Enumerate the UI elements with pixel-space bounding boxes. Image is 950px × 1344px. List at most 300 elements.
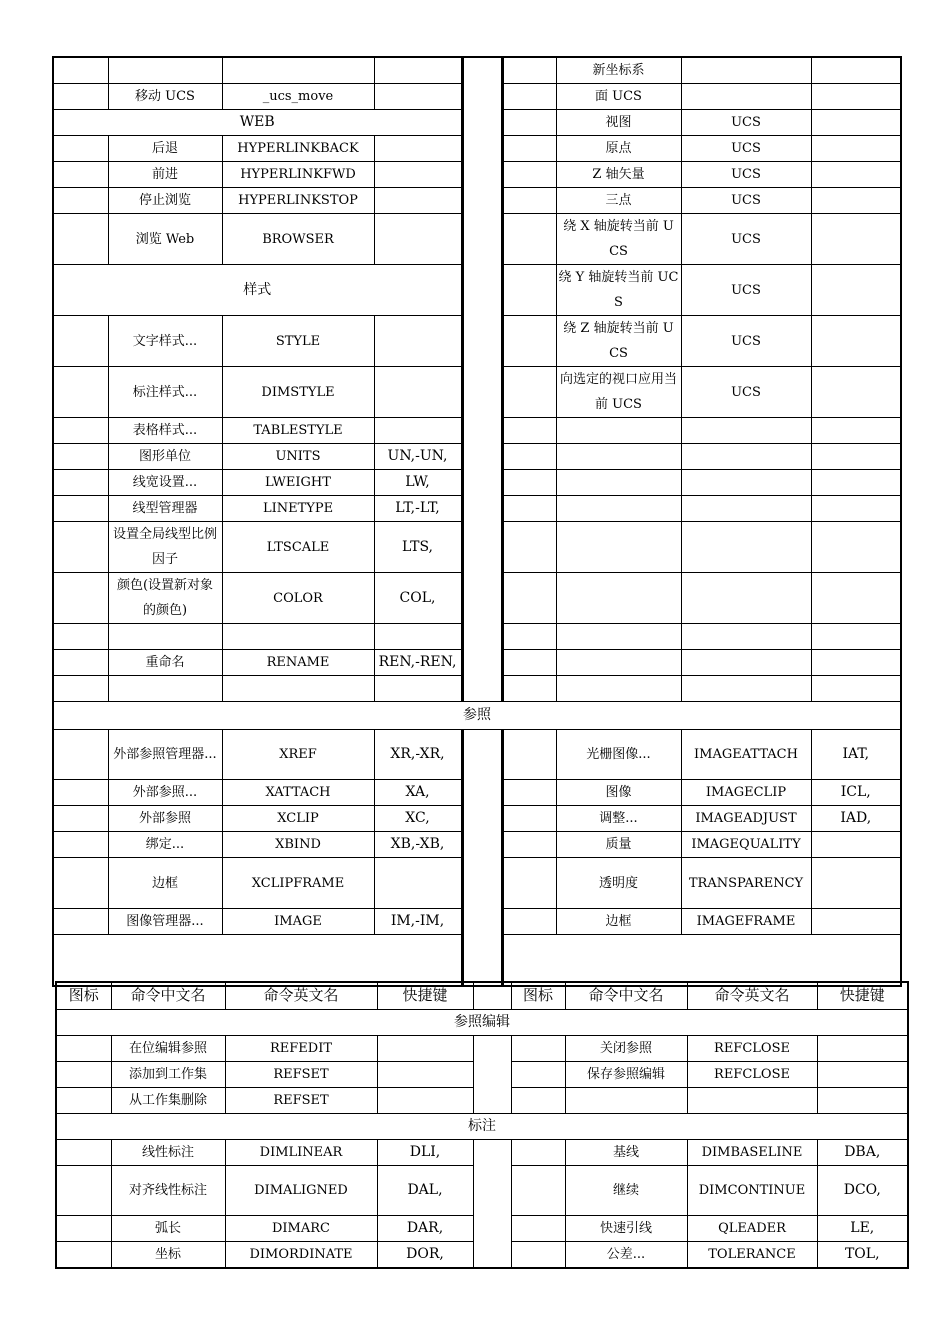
shortcut-cell — [377, 1087, 473, 1113]
table-row — [53, 780, 901, 806]
table-row — [53, 676, 901, 702]
shortcut-cell: ICL, — [811, 780, 901, 806]
en-name-cell: TRANSPARENCY — [681, 858, 811, 909]
table-row — [53, 110, 901, 136]
icon-cell — [511, 1241, 565, 1268]
cn-name-cell — [556, 444, 681, 470]
header-shortcut: 快捷键 — [817, 982, 908, 1009]
column-spacer — [462, 676, 502, 702]
column-spacer — [462, 214, 502, 265]
table-row — [53, 909, 901, 935]
command-table-bottom — [55, 981, 909, 1269]
cn-name-cell: 外部参照管理器... — [108, 730, 222, 780]
shortcut-cell: COL, — [374, 573, 462, 624]
table-row — [53, 444, 901, 470]
icon-cell — [53, 444, 108, 470]
icon-cell — [53, 780, 108, 806]
en-name-cell: HYPERLINKSTOP — [222, 188, 374, 214]
cn-name-cell: 光栅图像... — [556, 730, 681, 780]
icon-cell — [53, 573, 108, 624]
shortcut-cell — [811, 418, 901, 444]
cn-name-cell: 原点 — [556, 136, 681, 162]
icon-cell — [53, 214, 108, 265]
cn-name-cell: 后退 — [108, 136, 222, 162]
icon-cell — [56, 1139, 111, 1165]
cn-name-cell: 前进 — [108, 162, 222, 188]
en-name-cell: UCS — [681, 162, 811, 188]
table-row — [56, 1241, 908, 1268]
cn-name-cell: 边框 — [556, 909, 681, 935]
icon-cell — [56, 1035, 111, 1061]
icon-cell — [511, 1087, 565, 1113]
icon-cell — [53, 522, 108, 573]
shortcut-cell — [374, 367, 462, 418]
column-spacer — [462, 909, 502, 935]
shortcut-cell — [374, 188, 462, 214]
icon-cell — [502, 162, 556, 188]
column-spacer — [462, 496, 502, 522]
icon-cell — [502, 806, 556, 832]
cn-name-cell: 视图 — [556, 110, 681, 136]
cn-name-cell: 三点 — [556, 188, 681, 214]
cn-name-cell: 表格样式... — [108, 418, 222, 444]
shortcut-cell: IM,-IM, — [374, 909, 462, 935]
table-row — [56, 1139, 908, 1165]
cn-name-cell: 关闭参照 — [565, 1035, 687, 1061]
en-name-cell — [681, 57, 811, 84]
command-table-top — [52, 56, 902, 987]
table-row — [53, 162, 901, 188]
en-name-cell: XCLIPFRAME — [222, 858, 374, 909]
icon-cell — [511, 1139, 565, 1165]
en-name-cell: DIMALIGNED — [225, 1165, 377, 1215]
en-name-cell — [681, 676, 811, 702]
table-row — [53, 858, 901, 909]
table-row — [53, 730, 901, 780]
table-row — [53, 57, 901, 84]
table-row — [56, 1113, 908, 1139]
en-name-cell — [681, 418, 811, 444]
section-heading: 参照 — [53, 702, 901, 730]
icon-cell — [502, 367, 556, 418]
icon-cell — [502, 858, 556, 909]
section-heading: WEB — [53, 110, 462, 136]
cn-name-cell: 弧长 — [111, 1215, 225, 1241]
en-name-cell — [681, 522, 811, 573]
en-name-cell — [687, 1087, 817, 1113]
column-spacer — [462, 573, 502, 624]
icon-cell — [53, 832, 108, 858]
cn-name-cell — [556, 676, 681, 702]
shortcut-cell — [374, 57, 462, 84]
cn-name-cell: 坐标 — [111, 1241, 225, 1268]
en-name-cell: _ucs_move — [222, 84, 374, 110]
en-name-cell: DIMSTYLE — [222, 367, 374, 418]
icon-cell — [53, 496, 108, 522]
en-name-cell: UCS — [681, 136, 811, 162]
icon-cell — [502, 832, 556, 858]
column-spacer — [462, 136, 502, 162]
shortcut-cell — [811, 858, 901, 909]
blank-cell — [53, 935, 462, 986]
table-row — [53, 522, 901, 573]
shortcut-cell — [374, 624, 462, 650]
en-name-cell: HYPERLINKBACK — [222, 136, 374, 162]
icon-cell — [502, 522, 556, 573]
shortcut-cell: LE, — [817, 1215, 908, 1241]
icon-cell — [502, 57, 556, 84]
en-name-cell — [681, 444, 811, 470]
shortcut-cell: TOL, — [817, 1241, 908, 1268]
table-row — [53, 214, 901, 265]
shortcut-cell — [811, 214, 901, 265]
en-name-cell: HYPERLINKFWD — [222, 162, 374, 188]
column-spacer — [462, 367, 502, 418]
header-en-name: 命令英文名 — [687, 982, 817, 1009]
shortcut-cell — [811, 624, 901, 650]
icon-cell — [502, 418, 556, 444]
en-name-cell — [222, 57, 374, 84]
cn-name-cell: 向选定的视口应用当前 UCS — [556, 367, 681, 418]
en-name-cell: IMAGEADJUST — [681, 806, 811, 832]
shortcut-cell — [811, 136, 901, 162]
column-spacer — [473, 1241, 511, 1268]
cn-name-cell: 添加到工作集 — [111, 1061, 225, 1087]
header-en-name: 命令英文名 — [225, 982, 377, 1009]
shortcut-cell — [811, 84, 901, 110]
shortcut-cell: IAT, — [811, 730, 901, 780]
table-row — [53, 496, 901, 522]
cn-name-cell: 新坐标系 — [556, 57, 681, 84]
icon-cell — [53, 470, 108, 496]
shortcut-cell — [811, 909, 901, 935]
shortcut-cell — [374, 162, 462, 188]
cn-name-cell: 标注样式... — [108, 367, 222, 418]
shortcut-cell: DLI, — [377, 1139, 473, 1165]
icon-cell — [53, 650, 108, 676]
icon-cell — [53, 676, 108, 702]
icon-cell — [53, 316, 108, 367]
icon-cell — [53, 367, 108, 418]
en-name-cell: DIMLINEAR — [225, 1139, 377, 1165]
en-name-cell: BROWSER — [222, 214, 374, 265]
en-name-cell: DIMARC — [225, 1215, 377, 1241]
column-spacer — [473, 1087, 511, 1113]
shortcut-cell: XR,-XR, — [374, 730, 462, 780]
en-name-cell: XREF — [222, 730, 374, 780]
shortcut-cell — [811, 832, 901, 858]
icon-cell — [511, 1215, 565, 1241]
cn-name-cell — [108, 624, 222, 650]
en-name-cell: UCS — [681, 316, 811, 367]
en-name-cell: LTSCALE — [222, 522, 374, 573]
en-name-cell: REFCLOSE — [687, 1061, 817, 1087]
column-spacer — [462, 162, 502, 188]
cn-name-cell — [556, 470, 681, 496]
cn-name-cell: Z 轴矢量 — [556, 162, 681, 188]
en-name-cell: UCS — [681, 214, 811, 265]
shortcut-cell — [374, 136, 462, 162]
shortcut-cell — [811, 57, 901, 84]
cn-name-cell: 绕 X 轴旋转当前 UCS — [556, 214, 681, 265]
en-name-cell: REFSET — [225, 1087, 377, 1113]
en-name-cell — [681, 84, 811, 110]
shortcut-cell: DBA, — [817, 1139, 908, 1165]
column-spacer — [462, 57, 502, 84]
en-name-cell: QLEADER — [687, 1215, 817, 1241]
en-name-cell: RENAME — [222, 650, 374, 676]
en-name-cell: REFSET — [225, 1061, 377, 1087]
en-name-cell: DIMORDINATE — [225, 1241, 377, 1268]
cn-name-cell: 边框 — [108, 858, 222, 909]
en-name-cell: IMAGECLIP — [681, 780, 811, 806]
icon-cell — [53, 162, 108, 188]
column-spacer — [462, 650, 502, 676]
icon-cell — [502, 316, 556, 367]
icon-cell — [56, 1241, 111, 1268]
cn-name-cell — [556, 496, 681, 522]
table-row — [53, 806, 901, 832]
shortcut-cell — [811, 573, 901, 624]
column-spacer — [473, 1165, 511, 1215]
en-name-cell: XBIND — [222, 832, 374, 858]
cn-name-cell — [556, 624, 681, 650]
column-spacer — [462, 418, 502, 444]
cn-name-cell: 基线 — [565, 1139, 687, 1165]
icon-cell — [56, 1061, 111, 1087]
en-name-cell — [681, 624, 811, 650]
en-name-cell: TOLERANCE — [687, 1241, 817, 1268]
cn-name-cell: 线性标注 — [111, 1139, 225, 1165]
shortcut-cell — [817, 1035, 908, 1061]
column-spacer — [473, 1035, 511, 1061]
en-name-cell: UCS — [681, 367, 811, 418]
shortcut-cell: DAL, — [377, 1165, 473, 1215]
shortcut-cell — [811, 188, 901, 214]
shortcut-cell: UN,-UN, — [374, 444, 462, 470]
en-name-cell: REFCLOSE — [687, 1035, 817, 1061]
table-row — [53, 832, 901, 858]
icon-cell — [502, 110, 556, 136]
icon-cell — [511, 1061, 565, 1087]
cn-name-cell — [556, 650, 681, 676]
table-row — [56, 1009, 908, 1035]
cn-name-cell — [108, 57, 222, 84]
icon-cell — [502, 265, 556, 316]
cn-name-cell: 公差... — [565, 1241, 687, 1268]
en-name-cell: REFEDIT — [225, 1035, 377, 1061]
en-name-cell: STYLE — [222, 316, 374, 367]
cn-name-cell: 快速引线 — [565, 1215, 687, 1241]
icon-cell — [502, 780, 556, 806]
icon-cell — [53, 418, 108, 444]
table-row — [53, 188, 901, 214]
icon-cell — [502, 624, 556, 650]
column-spacer — [462, 935, 502, 986]
column-spacer — [462, 858, 502, 909]
column-spacer — [462, 188, 502, 214]
cn-name-cell: 文字样式... — [108, 316, 222, 367]
column-spacer — [473, 1061, 511, 1087]
cn-name-cell: 外部参照 — [108, 806, 222, 832]
en-name-cell: IMAGE — [222, 909, 374, 935]
cn-name-cell: 面 UCS — [556, 84, 681, 110]
en-name-cell: IMAGEQUALITY — [681, 832, 811, 858]
cn-name-cell: 图像 — [556, 780, 681, 806]
shortcut-cell — [374, 858, 462, 909]
column-spacer — [462, 780, 502, 806]
cn-name-cell — [108, 676, 222, 702]
cn-name-cell — [556, 573, 681, 624]
shortcut-cell: XC, — [374, 806, 462, 832]
icon-cell — [53, 858, 108, 909]
en-name-cell — [222, 624, 374, 650]
icon-cell — [502, 84, 556, 110]
cn-name-cell: 对齐线性标注 — [111, 1165, 225, 1215]
shortcut-cell — [811, 522, 901, 573]
icon-cell — [53, 188, 108, 214]
cn-name-cell: 继续 — [565, 1165, 687, 1215]
icon-cell — [53, 624, 108, 650]
column-spacer — [473, 1139, 511, 1165]
icon-cell — [56, 1165, 111, 1215]
header-cn-name: 命令中文名 — [565, 982, 687, 1009]
en-name-cell: XCLIP — [222, 806, 374, 832]
cn-name-cell: 在位编辑参照 — [111, 1035, 225, 1061]
en-name-cell — [681, 573, 811, 624]
cn-name-cell: 线型管理器 — [108, 496, 222, 522]
column-spacer — [473, 982, 511, 1009]
shortcut-cell: LTS, — [374, 522, 462, 573]
shortcut-cell — [374, 316, 462, 367]
table-row — [56, 1035, 908, 1061]
en-name-cell: DIMBASELINE — [687, 1139, 817, 1165]
cn-name-cell: 外部参照... — [108, 780, 222, 806]
shortcut-cell — [811, 496, 901, 522]
column-spacer — [462, 84, 502, 110]
cn-name-cell — [556, 522, 681, 573]
icon-cell — [53, 57, 108, 84]
shortcut-cell: DAR, — [377, 1215, 473, 1241]
cn-name-cell: 透明度 — [556, 858, 681, 909]
en-name-cell: COLOR — [222, 573, 374, 624]
icon-cell — [502, 650, 556, 676]
en-name-cell: UNITS — [222, 444, 374, 470]
table-row — [53, 316, 901, 367]
shortcut-cell: IAD, — [811, 806, 901, 832]
shortcut-cell — [374, 214, 462, 265]
table-row — [53, 702, 901, 730]
header-icon: 图标 — [511, 982, 565, 1009]
icon-cell — [502, 573, 556, 624]
shortcut-cell — [811, 650, 901, 676]
table-row — [56, 1061, 908, 1087]
icon-cell — [511, 1165, 565, 1215]
column-spacer — [473, 1215, 511, 1241]
shortcut-cell: DCO, — [817, 1165, 908, 1215]
table-row — [53, 573, 901, 624]
icon-cell — [502, 136, 556, 162]
cn-name-cell: 绕 Z 轴旋转当前 UCS — [556, 316, 681, 367]
shortcut-cell: LW, — [374, 470, 462, 496]
column-spacer — [462, 470, 502, 496]
column-spacer — [462, 730, 502, 780]
shortcut-cell — [811, 316, 901, 367]
icon-cell — [53, 806, 108, 832]
column-spacer — [462, 522, 502, 573]
shortcut-cell — [374, 676, 462, 702]
section-heading: 参照编辑 — [56, 1009, 908, 1035]
column-spacer — [462, 265, 502, 316]
cn-name-cell: 从工作集删除 — [111, 1087, 225, 1113]
cn-name-cell — [565, 1087, 687, 1113]
shortcut-cell: XB,-XB, — [374, 832, 462, 858]
table-row — [53, 650, 901, 676]
icon-cell — [502, 214, 556, 265]
shortcut-cell: REN,-REN, — [374, 650, 462, 676]
icon-cell — [53, 84, 108, 110]
icon-cell — [53, 909, 108, 935]
en-name-cell: TABLESTYLE — [222, 418, 374, 444]
table-row — [56, 1165, 908, 1215]
en-name-cell: UCS — [681, 265, 811, 316]
table-row — [53, 470, 901, 496]
cn-name-cell: 调整... — [556, 806, 681, 832]
column-header-row — [56, 982, 908, 1009]
en-name-cell: XATTACH — [222, 780, 374, 806]
table-row — [53, 136, 901, 162]
icon-cell — [56, 1215, 111, 1241]
shortcut-cell — [817, 1061, 908, 1087]
shortcut-cell — [811, 367, 901, 418]
en-name-cell — [681, 470, 811, 496]
shortcut-cell: DOR, — [377, 1241, 473, 1268]
en-name-cell — [222, 676, 374, 702]
header-shortcut: 快捷键 — [377, 982, 473, 1009]
table-row — [53, 935, 901, 986]
en-name-cell — [681, 650, 811, 676]
icon-cell — [56, 1087, 111, 1113]
column-spacer — [462, 624, 502, 650]
en-name-cell: UCS — [681, 110, 811, 136]
shortcut-cell — [811, 470, 901, 496]
shortcut-cell — [811, 676, 901, 702]
section-heading: 标注 — [56, 1113, 908, 1139]
cn-name-cell: 重命名 — [108, 650, 222, 676]
section-heading: 样式 — [53, 265, 462, 316]
cn-name-cell: 质量 — [556, 832, 681, 858]
shortcut-cell — [374, 84, 462, 110]
shortcut-cell — [811, 162, 901, 188]
cn-name-cell: 停止浏览 — [108, 188, 222, 214]
icon-cell — [502, 676, 556, 702]
icon-cell — [502, 730, 556, 780]
shortcut-cell: XA, — [374, 780, 462, 806]
en-name-cell — [681, 496, 811, 522]
cn-name-cell: 绑定... — [108, 832, 222, 858]
table-row — [53, 624, 901, 650]
en-name-cell: IMAGEATTACH — [681, 730, 811, 780]
cn-name-cell: 设置全局线型比例因子 — [108, 522, 222, 573]
shortcut-cell — [811, 110, 901, 136]
icon-cell — [53, 730, 108, 780]
cn-name-cell: 绕 Y 轴旋转当前 UCS — [556, 265, 681, 316]
icon-cell — [53, 136, 108, 162]
table-row — [53, 265, 901, 316]
cn-name-cell: 颜色(设置新对象的颜色) — [108, 573, 222, 624]
header-icon: 图标 — [56, 982, 111, 1009]
shortcut-cell — [811, 444, 901, 470]
